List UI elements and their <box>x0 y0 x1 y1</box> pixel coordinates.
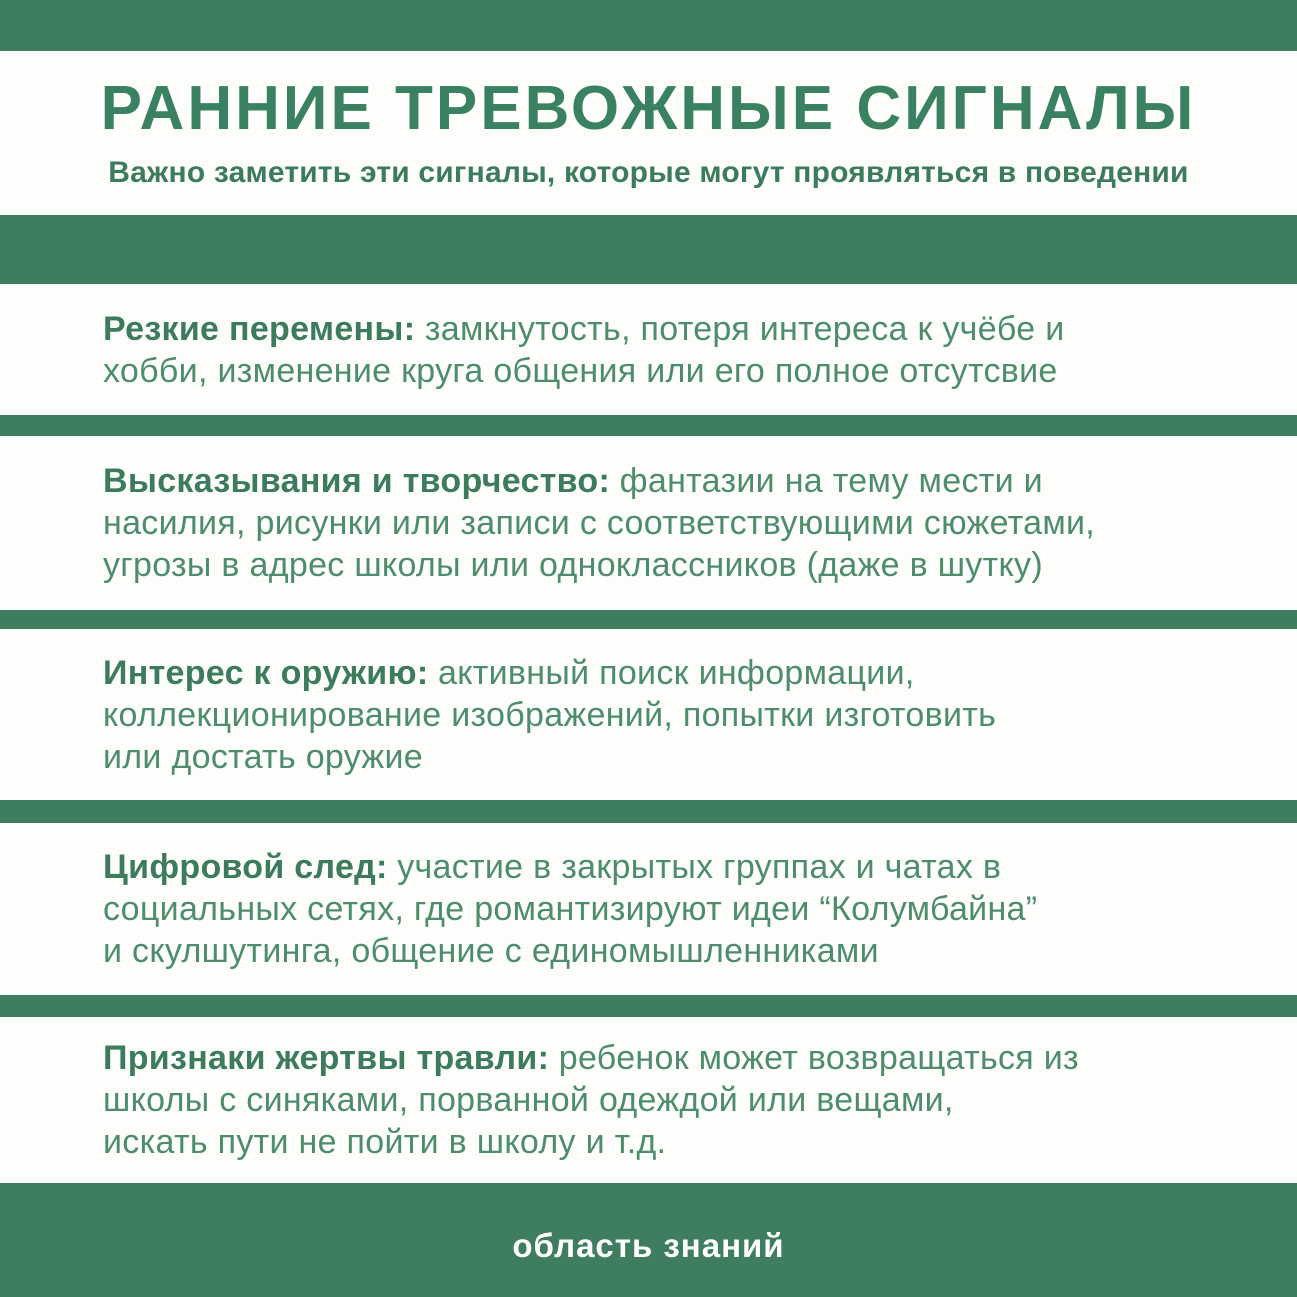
section-text-line <box>103 888 1237 930</box>
section-interest-in-weapons <box>0 629 1297 800</box>
section-text-line <box>103 502 1237 544</box>
section-heading: Высказывания и творчество: <box>103 462 611 500</box>
section-body-text: участие в закрытых группах и чатах в <box>397 848 1002 886</box>
separator-band <box>0 995 1297 1017</box>
section-body-text: и скулшутинга, общение с единомышленниками <box>103 932 879 970</box>
section-text-line <box>103 1079 1237 1121</box>
section-text-line <box>103 308 1237 350</box>
section-text-line <box>103 460 1237 502</box>
section-body-text: искать пути не пойти в школу и т.д. <box>103 1123 667 1161</box>
header-separator-band <box>0 215 1297 284</box>
section-text-line <box>103 846 1237 888</box>
oblast-znaniy-logo: область знаний <box>512 1227 785 1264</box>
section-body-text: насилия, рисунки или записи с соответствующими сюжетами, <box>103 504 1096 542</box>
section-text-line <box>103 930 1237 972</box>
section-statements-creativity <box>0 436 1297 610</box>
section-text-line <box>103 652 1237 694</box>
section-heading: Резкие перемены: <box>103 309 416 348</box>
page-subtitle: Важно заметить эти сигналы, которые могут проявляться в поведении <box>108 155 1189 189</box>
section-body-text: социальных сетях, где романтизируют идеи “Колумбайна” <box>103 890 1038 928</box>
section-body-text: активный поиск информации, <box>437 653 915 692</box>
section-body-text: хобби, изменение круга общения или его полное отсутсвие <box>103 351 1058 390</box>
separator-band <box>0 415 1297 436</box>
section-heading: Цифровой след: <box>103 848 388 886</box>
section-digital-footprint <box>0 823 1297 995</box>
section-text-line <box>103 1037 1237 1079</box>
section-text-line <box>103 350 1237 392</box>
top-green-band <box>0 0 1297 51</box>
separator-band <box>0 610 1297 629</box>
section-bullying-victim-signs <box>0 1017 1297 1183</box>
section-body-text: школы с синяками, порванной одеждой или вещами, <box>103 1081 954 1119</box>
section-body-text: замкнутость, потеря интереса к учёбе и <box>424 309 1065 348</box>
separator-band <box>0 800 1297 823</box>
section-heading: Признаки жертвы травли: <box>103 1039 550 1077</box>
section-body-text: или достать оружие <box>103 737 423 776</box>
section-body-text: коллекционирование изображений, попытки изготовить <box>103 695 997 734</box>
page-title: РАННИЕ ТРЕВОЖНЫЕ СИГНАЛЫ <box>100 74 1197 144</box>
section-text-line <box>103 694 1237 736</box>
footer-band <box>0 1183 1297 1297</box>
section-sudden-changes <box>0 284 1297 415</box>
section-text-line <box>103 544 1237 586</box>
section-body-text: ребенок может возвращаться из <box>558 1039 1079 1077</box>
section-body-text: угрозы в адрес школы или одноклассников (даже в шутку) <box>103 546 1043 584</box>
section-text-line <box>103 1121 1237 1163</box>
section-heading: Интерес к оружию: <box>103 653 429 692</box>
section-text-line <box>103 736 1237 778</box>
section-body-text: фантазии на тему мести и <box>619 462 1043 500</box>
header <box>0 51 1297 215</box>
